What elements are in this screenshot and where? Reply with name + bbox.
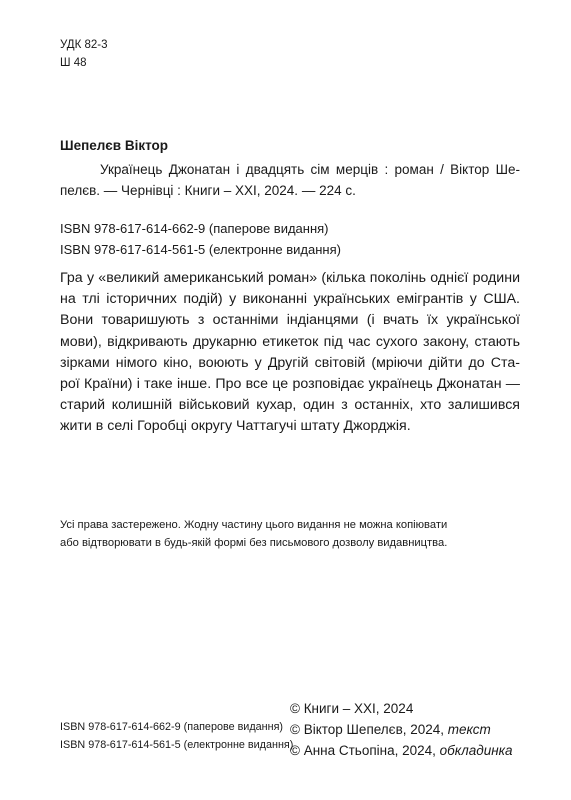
udk-code: УДК 82-3 (60, 39, 108, 51)
bib-line: пелєв. — Чернівці : Книги – ХХІ, 2024. — 224 с. (60, 183, 356, 198)
copyright-block (290, 698, 513, 761)
isbn-electronic: ISBN 978-617-614-561-5 (електронне видання) (60, 739, 294, 751)
rights-line: або відтворювати в будь-якій формі без письмового дозволу видавництва. (60, 537, 448, 549)
copyright-role: текст (447, 722, 491, 737)
annotation-line: Вони товаришують з останніми індіанцями (і вчать їх української (60, 312, 520, 329)
copyright-text: © Анна Стьопіна, 2024, (290, 743, 440, 758)
annotation (60, 268, 520, 438)
bib-line: Українець Джонатан і двадцять сім мерців : роман / Віктор Ше- (100, 162, 520, 177)
author-heading: Шепелєв Віктор (60, 138, 168, 153)
annotation-line: Гра у «великий американський роман» (кілька поколінь однієї родини (60, 270, 520, 286)
rights-line: Усі права застережено. Жодну частину цього видання не можна копіювати (60, 519, 448, 531)
annotation-line: рої Країни) і таке інше. Про все це розповідає українець Джонатан — (60, 376, 520, 393)
isbn-electronic: ISBN 978-617-614-561-5 (електронне видання) (60, 242, 341, 257)
isbn-list-bottom (60, 718, 293, 754)
bibliographic-entry (60, 159, 520, 201)
copyright-publisher (290, 698, 513, 719)
annotation-line: старий колишній військовий кухар, один з останніх, хто залишився (60, 397, 520, 414)
copyright-text: © Книги – ХХІ, 2024 (290, 701, 414, 716)
annotation-line: зірками німого кіно, воюють у Другій світовій (мріючи дійти до Ста- (60, 354, 520, 371)
copyright-cover (290, 740, 513, 761)
isbn-list-top (60, 218, 341, 260)
udk-block (60, 36, 108, 72)
author-mark: Ш 48 (60, 57, 87, 69)
copyright-role: обкладинка (439, 743, 513, 758)
rights-notice (60, 516, 447, 552)
isbn-print: ISBN 978-617-614-662-9 (паперове видання) (60, 221, 329, 236)
copyright-text: © Віктор Шепелєв, 2024, (290, 722, 448, 737)
annotation-line: на тлі історичних подій) у виконанні українських емігрантів у США. (60, 291, 520, 308)
copyright-author (290, 719, 513, 740)
annotation-line: жити в селі Горобці округу Чаттагучі штату Джорджія. (60, 418, 411, 435)
isbn-print: ISBN 978-617-614-662-9 (паперове видання) (60, 721, 284, 733)
annotation-line: мови), відкривають друкарню етикеток під час сухого закону, стають (60, 333, 520, 350)
